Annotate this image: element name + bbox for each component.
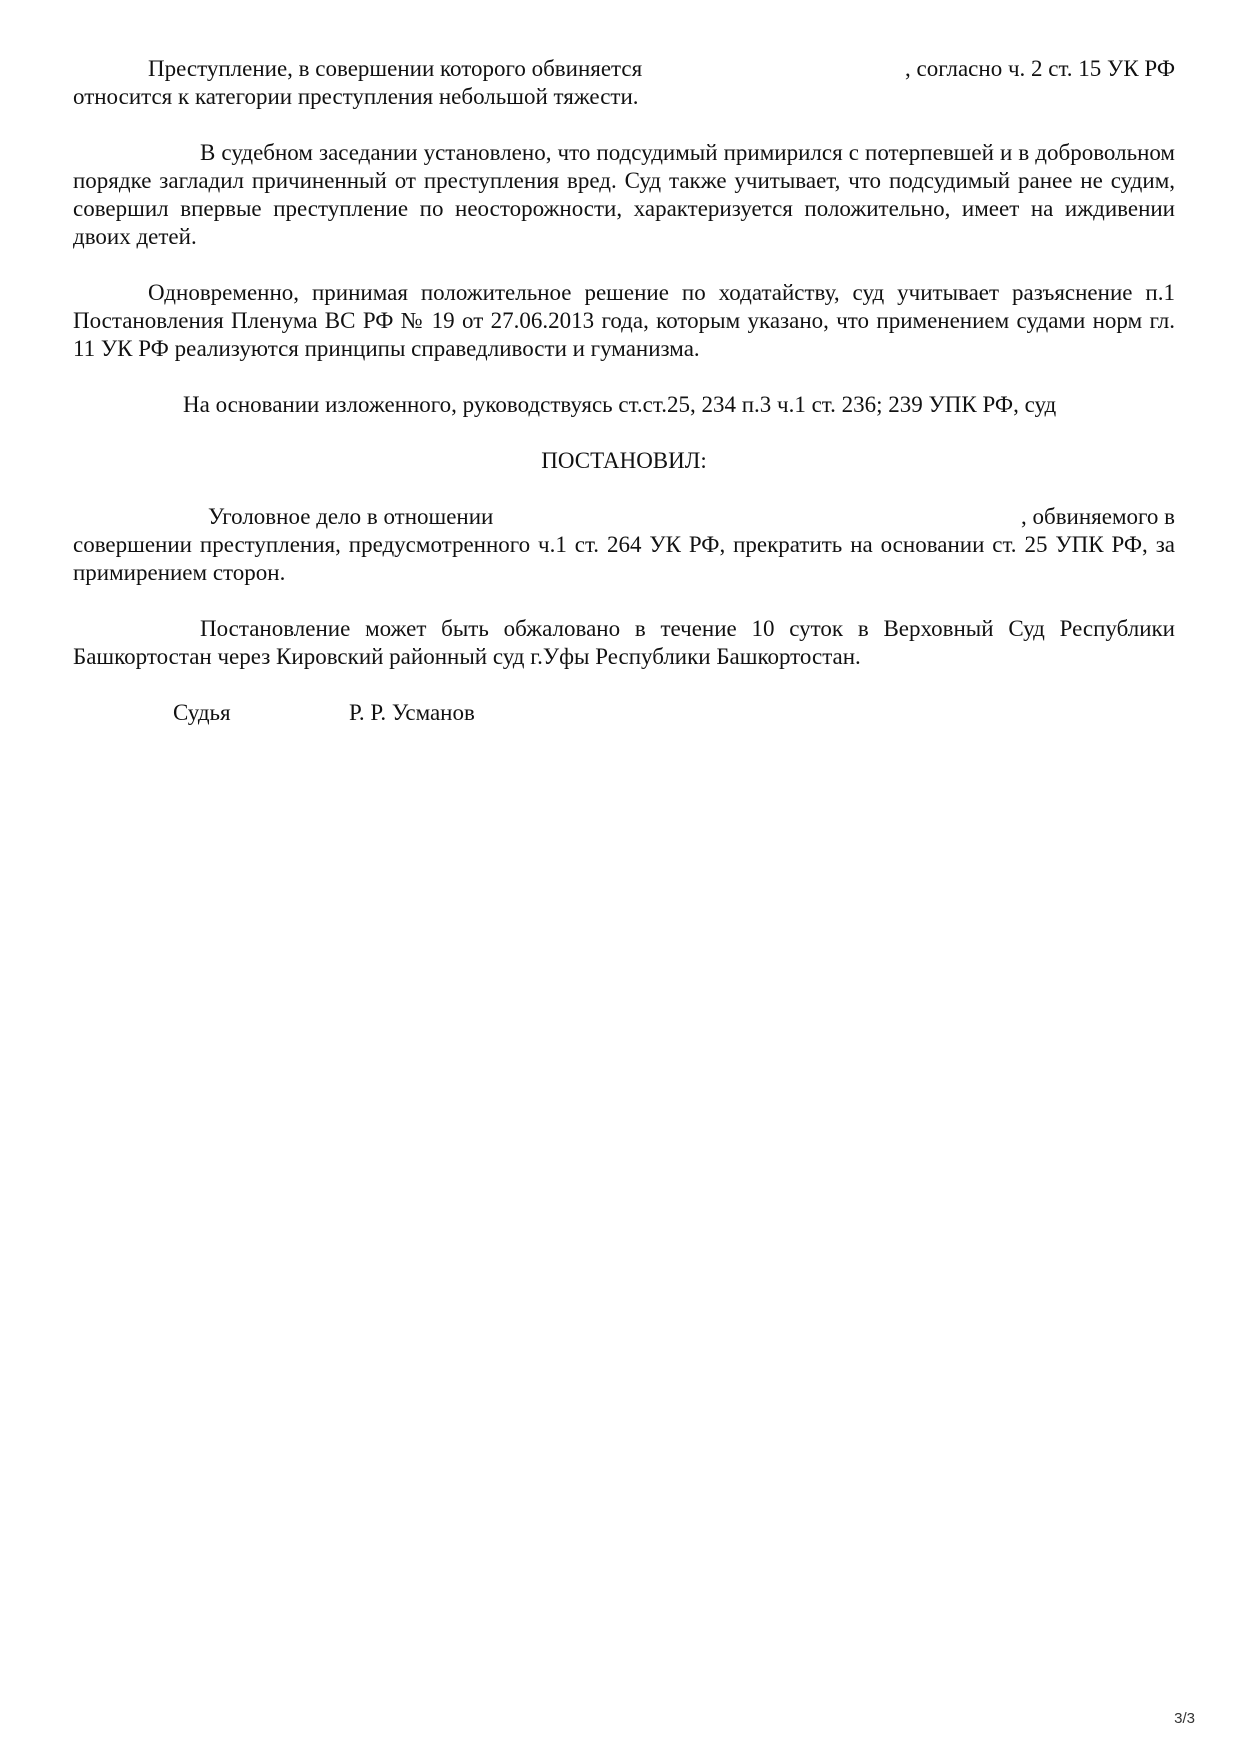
resolution-heading: ПОСТАНОВИЛ:	[541, 448, 707, 473]
offense-line-2: относится к категории преступления небольшой тяжести.	[73, 84, 639, 109]
offense-line-1-end: , согласно ч. 2 ст. 15 УК РФ	[905, 56, 1175, 81]
paragraph-plenum-clarification: Одновременно, принимая положительное решение по ходатайству, суд учитывает разъяснение п.1 Постановления Пленума ВС РФ № 19 от 27.06.2013 года, которым указано, что применением судами норм гл. 11 УК РФ реализуются принципы справедливости и гуманизма.	[73, 280, 1175, 361]
offense-line-1-start: Преступление, в совершении которого обвиняется	[148, 56, 643, 81]
document-body	[73, 55, 1175, 727]
paragraph-offense-category	[73, 55, 1175, 111]
signature-block	[73, 699, 1175, 727]
paragraph-resolution	[73, 503, 1175, 587]
offense-line-1	[73, 55, 1175, 83]
resolution-line-1-start: Уголовное дело в отношении	[208, 504, 494, 529]
paragraph-appeal: Постановление может быть обжаловано в течение 10 суток в Верховный Суд Республики Башкортостан через Кировский районный суд г.Уфы Республики Башкортостан.	[73, 616, 1175, 669]
resolution-line-1	[73, 503, 1175, 531]
resolution-rest: совершении преступления, предусмотренного ч.1 ст. 264 УК РФ, прекратить на основании ст. 25 УПК РФ, за примирением сторон.	[73, 532, 1175, 585]
signature-role: Судья	[173, 700, 231, 725]
paragraph-legal-basis: На основании изложенного, руководствуясь ст.ст.25, 234 п.3 ч.1 ст. 236; 239 УПК РФ, суд	[183, 392, 1057, 417]
page-number: 3/3	[1174, 1710, 1195, 1727]
paragraph-court-findings: В судебном заседании установлено, что подсудимый примирился с потерпевшей и в добровольном порядке загладил причиненный от преступления вред. Суд также учитывает, что подсудимый ранее не судим, совершил впервые преступление по неосторожности, характеризуется положительно, имеет на иждивении двоих детей.	[73, 140, 1175, 249]
resolution-line-1-end: , обвиняемого в	[1021, 504, 1175, 529]
signature-name: Р. Р. Усманов	[349, 700, 475, 725]
